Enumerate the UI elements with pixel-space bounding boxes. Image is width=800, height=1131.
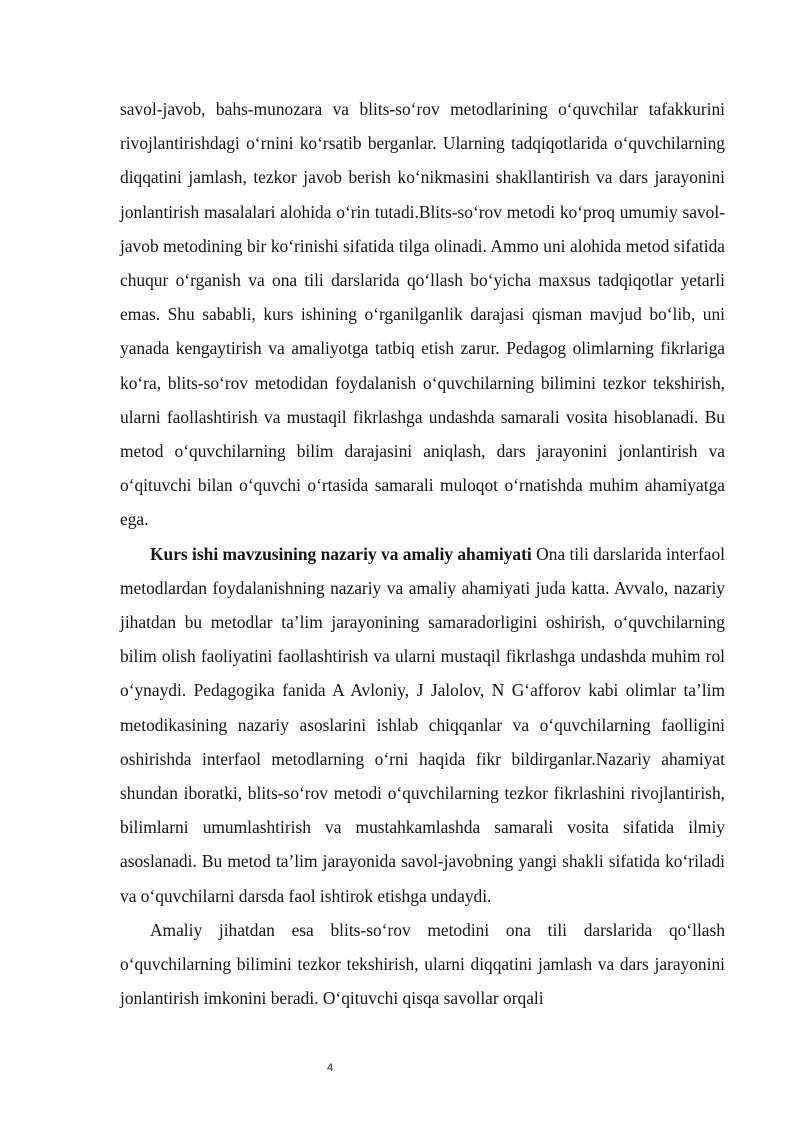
paragraph-3 xyxy=(120,913,725,1016)
paragraph-text: Ona tili darslarida interfaol metodlardan foydalanishning nazariy va amaliy ahamiyati juda katta. Avvalo, nazariy jihatdan bu metodlar ta’lim jarayonining samaradorligini oshirish, o‘quvchilarning bilim olish faoliyatini faollashtirish va ularni mustaqil fikrlashga undashda muhim rol o‘ynaydi. Pedagogika fanida A Avloniy, J Jalolov, N G‘afforov kabi olimlar ta’lim metodikasining nazariy asoslarini ishlab chiqqanlar va o‘quvchilarning faolligini oshirishda interfaol metodlarning o‘rni haqida fikr bildirganlar.Nazariy ahamiyat shundan iboratki, blits-so‘rov metodi o‘quvchilarning tezkor fikrlashini rivojlantirish, bilimlarni umumlashtirish va mustahkamlashda samarali vosita sifatida ilmiy asoslanadi. Bu metod ta’lim jarayonida savol-javobning yangi shakli sifatida ko‘riladi va o‘quvchilarni darsda faol ishtirok etishga undaydi. xyxy=(120,543,725,906)
section-heading: Kurs ishi mavzusining nazariy va amaliy ahamiyati xyxy=(150,543,532,564)
paragraph-text: savol-javob, bahs-munozara va blits-so‘rov metodlarining o‘quvchilar tafakkurini rivojlantirishdagi o‘rnini ko‘rsatib berganlar. Ularning tadqiqotlarida o‘quvchilarning diqqatini jamlash, tezkor javob berish ko‘nikmasini shakllantirish va dars jarayonini jonlantirish masalalari alohida o‘rin tutadi.Blits-so‘rov metodi ko‘proq umumiy savol-javob metodining bir ko‘rinishi sifatida tilga olinadi. Ammo uni alohida metod sifatida chuqur o‘rganish va ona tili darslarida qo‘llash bo‘yicha maxsus tadqiqotlar yetarli emas. Shu sababli, kurs ishining o‘rganilganlik darajasi qisman mavjud bo‘lib, uni yanada kengaytirish va amaliyotga tatbiq etish zarur. Pedagog olimlarning fikrlariga ko‘ra, blits-so‘rov metodidan foydalanish o‘quvchilarning bilimini tezkor tekshirish, ularni faollashtirish va mustaqil fikrlashga undashda samarali vosita hisoblanadi. Bu metod o‘quvchilarning bilim darajasini aniqlash, dars jarayonini jonlantirish va o‘qituvchi bilan o‘quvchi o‘rtasida samarali muloqot o‘rnatishda muhim ahamiyatga ega. xyxy=(120,99,725,530)
paragraph-2 xyxy=(120,537,725,913)
paragraph-1 xyxy=(120,92,725,537)
page-body xyxy=(120,92,725,1015)
paragraph-text: Amaliy jihatdan esa blits-so‘rov metodini ona tili darslarida qo‘llash o‘quvchilarning bilimini tezkor tekshirish, ularni diqqatini jamlash va dars jarayonini jonlantirish imkonini beradi. O‘qituvchi qisqa savollar orqali xyxy=(120,919,725,1009)
page-number: 4 xyxy=(326,1062,334,1074)
